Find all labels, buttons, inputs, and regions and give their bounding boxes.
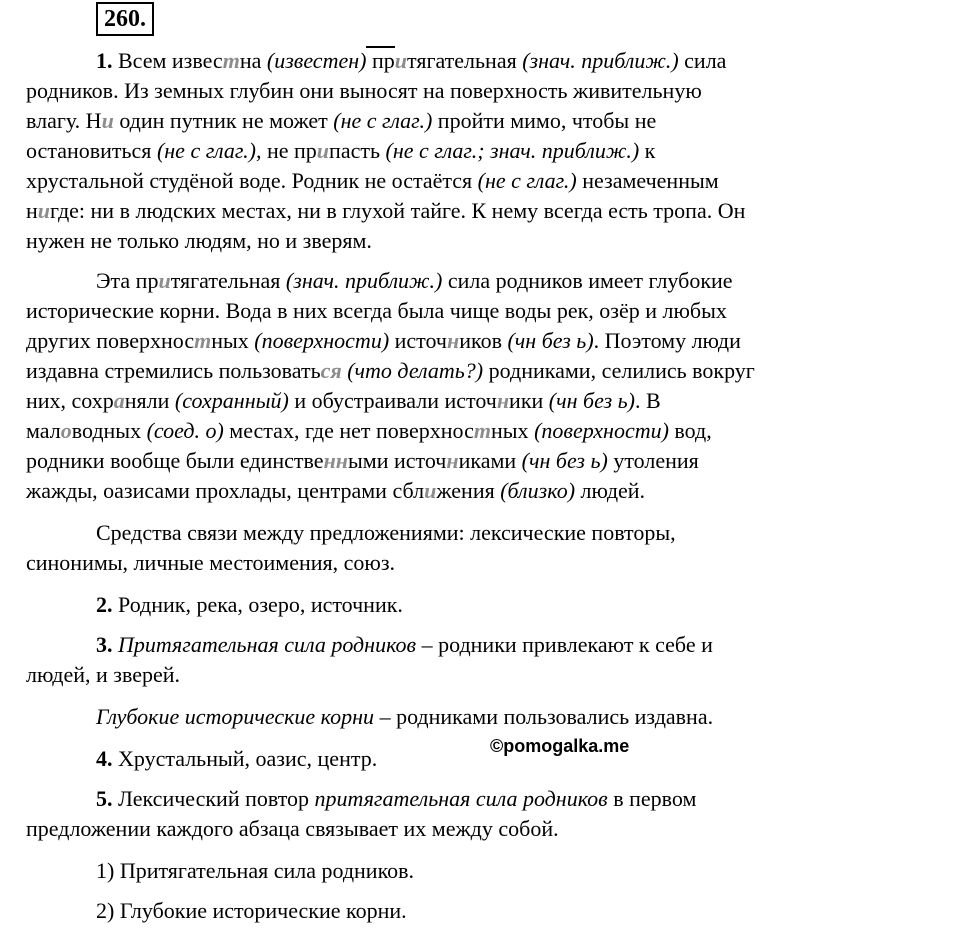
p3-line-1: Средства связи между предложениями: лексические повторы, <box>96 520 676 545</box>
p1-line-1: 1. Всем известна (известен) притягательная (знач. приближ.) сила <box>96 48 727 73</box>
p3-line-2: синонимы, личные местоимения, союз. <box>26 550 396 575</box>
answer-3b: Глубокие исторические корни – родниками пользовались издавна. <box>96 704 714 729</box>
answer-5: 5. Лексический повтор притягательная сила родников в первом предложении каждого абзаца связывает их между собой. <box>26 786 697 841</box>
p2-line-6: маловодных (соед. о) местах, где нет поверхностных (поверхности) вод, <box>26 418 712 443</box>
p1-line-6: нигде: ни в людских местах, ни в глухой тайге. К нему всегда есть тропа. Он <box>26 198 746 223</box>
p2-line-2: исторические корни. Вода в них всегда была чище воды рек, озёр и любых <box>26 298 727 323</box>
task-number: 260. <box>96 2 154 36</box>
paragraph-3 <box>26 518 926 578</box>
p1-line-5: хрустальной студёной воде. Родник не остаётся (не с глаг.) незамеченным <box>26 168 719 193</box>
p2-line-8: жажды, оазисами прохлады, центрами сближения (близко) людей. <box>26 478 646 503</box>
list-item: 2) Глубокие исторические корни. <box>96 898 407 923</box>
p2-line-1: Эта притягательная (знач. приближ.) сила родников имеет глубокие <box>96 268 733 293</box>
answer-list <box>26 856 926 886</box>
list-item: 1) Притягательная сила родников. <box>96 858 415 883</box>
p1-line-3: влагу. Ни один путник не может (не с глаг.) пройти мимо, чтобы не <box>26 108 657 133</box>
watermark: ©pomogalka.me <box>490 736 630 756</box>
answer-3: 3. Притягательная сила родников – родники привлекают к себе и людей, и зверей. <box>26 632 713 687</box>
p2-line-5: них, сохраняли (сохранный) и обустраивали источники (чн без ь). В <box>26 388 661 413</box>
p1-line-4: остановиться (не с глаг.), не припасть (не с глаг.; знач. приближ.) к <box>26 138 656 163</box>
paragraph-1 <box>26 46 926 256</box>
p2-line-4: издавна стремились пользоваться (что делать?) родниками, селились вокруг <box>26 358 755 383</box>
p1-line-7: нужен не только людям, но и зверям. <box>26 228 372 253</box>
paragraph-2 <box>26 266 926 506</box>
p2-line-3: других поверхностных (поверхности) источников (чн без ь). Поэтому люди <box>26 328 741 353</box>
answer-list-2 <box>26 896 926 926</box>
p2-line-7: родники вообще были единственными источниками (чн без ь) утоления <box>26 448 699 473</box>
p1-line-2: родников. Из земных глубин они выносят на поверхность живительную <box>26 78 702 103</box>
answer-4: 4. Хрустальный, оазис, центр. <box>96 746 378 771</box>
answer-2: 2. Родник, река, озеро, источник. <box>96 592 403 617</box>
